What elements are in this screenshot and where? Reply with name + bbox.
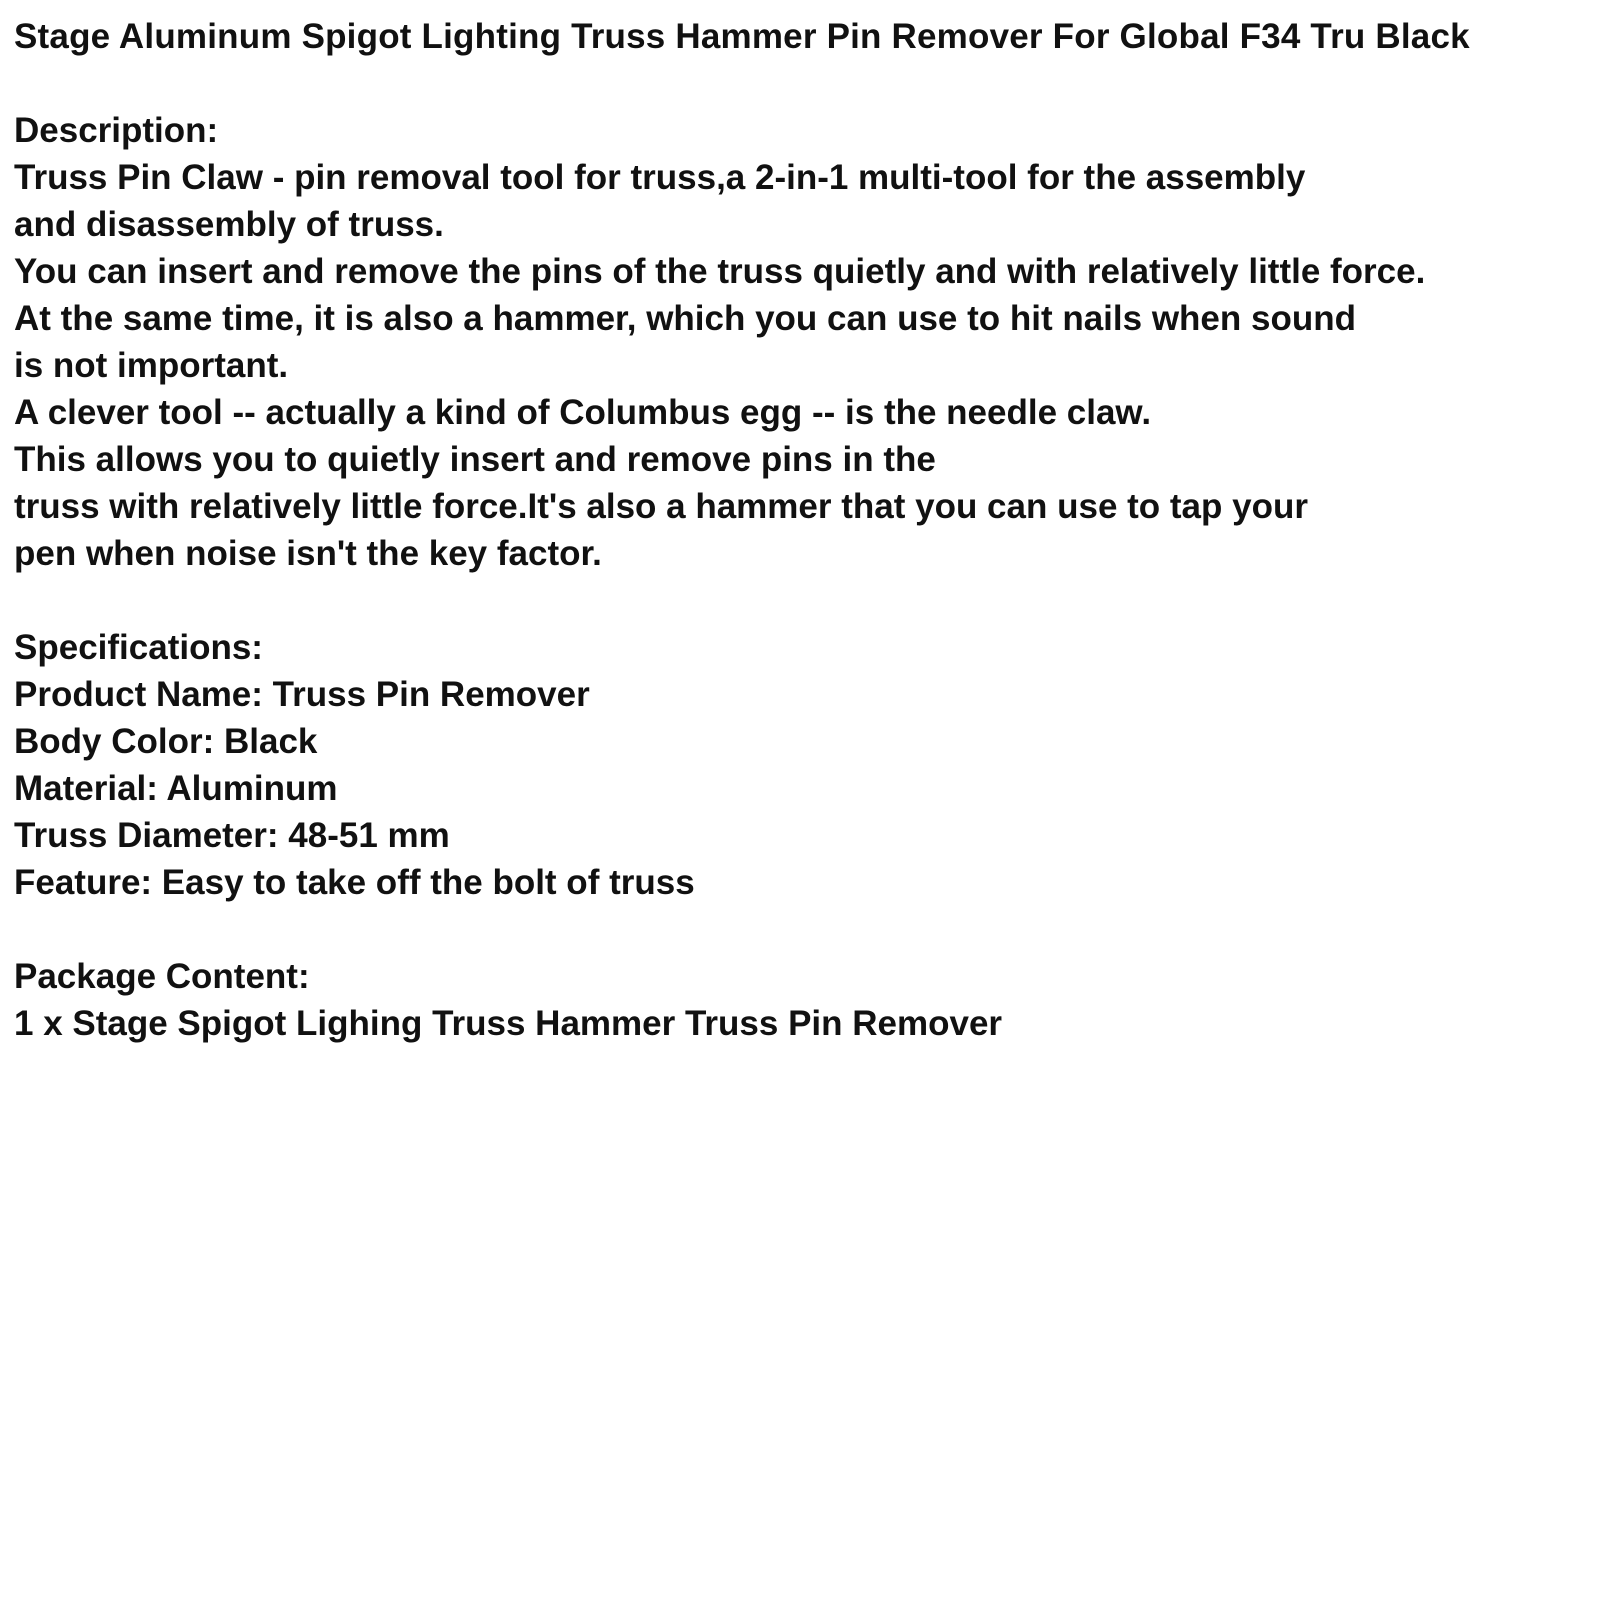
description-line: is not important. [14, 346, 289, 385]
spec-feature: Feature: Easy to take off the bolt of truss [14, 863, 695, 902]
description-line: Truss Pin Claw - pin removal tool for truss,a 2-in-1 multi-tool for the assembly [14, 158, 1306, 197]
specifications-heading: Specifications: [14, 628, 263, 667]
description-line: You can insert and remove the pins of the truss quietly and with relatively little force. [14, 252, 1426, 291]
description-line: A clever tool -- actually a kind of Columbus egg -- is the needle claw. [14, 393, 1152, 432]
spacer [14, 60, 1594, 107]
description-line: At the same time, it is also a hammer, which you can use to hit nails when sound [14, 299, 1356, 338]
spec-product-name: Product Name: Truss Pin Remover [14, 675, 590, 714]
spacer [14, 906, 1594, 953]
description-line: truss with relatively little force.It's also a hammer that you can use to tap your [14, 487, 1308, 526]
spacer [14, 577, 1594, 624]
package-item: 1 x Stage Spigot Lighing Truss Hammer Truss Pin Remover [14, 1004, 1003, 1043]
description-line: This allows you to quietly insert and remove pins in the [14, 440, 936, 479]
description-line: pen when noise isn't the key factor. [14, 534, 602, 573]
product-title: Stage Aluminum Spigot Lighting Truss Hammer Pin Remover For Global F34 Tru Black [14, 17, 1470, 56]
package-heading: Package Content: [14, 957, 310, 996]
spec-body-color: Body Color: Black [14, 722, 318, 761]
spec-truss-diameter: Truss Diameter: 48-51 mm [14, 816, 450, 855]
description-heading: Description: [14, 111, 219, 150]
product-description-document [14, 13, 1594, 1047]
description-line: and disassembly of truss. [14, 205, 444, 244]
spec-material: Material: Aluminum [14, 769, 338, 808]
